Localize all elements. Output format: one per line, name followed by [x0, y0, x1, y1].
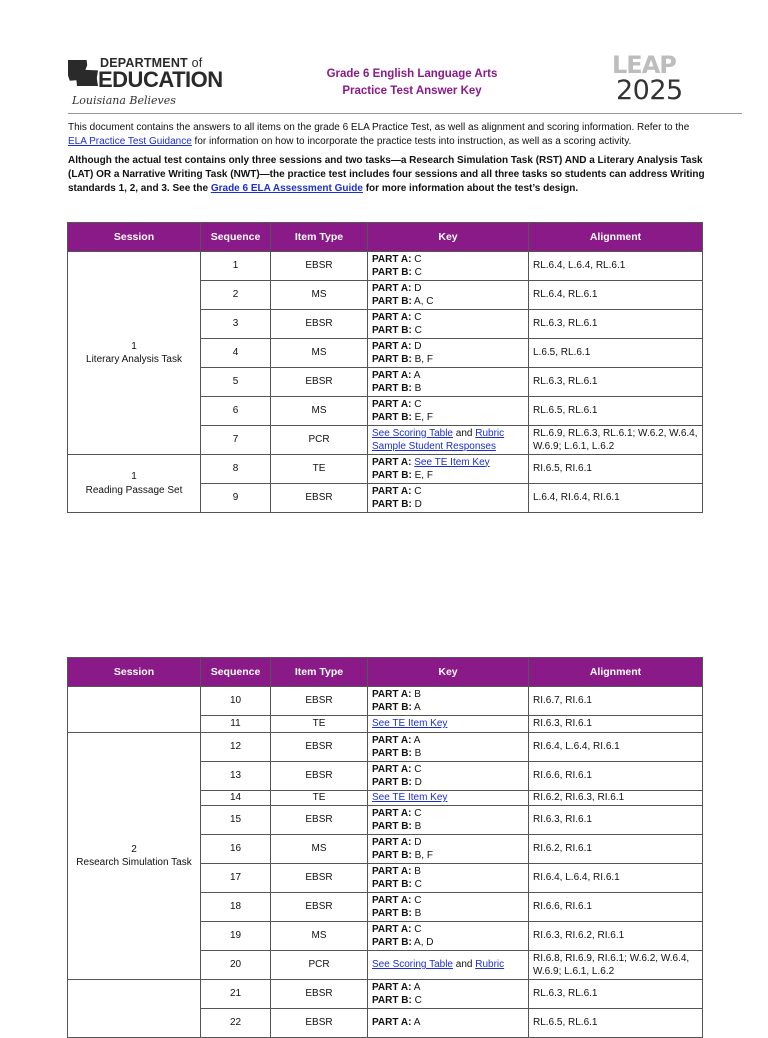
- key-line: [372, 311, 524, 325]
- sequence-cell: 13: [201, 762, 271, 791]
- item-type-cell: MS: [271, 397, 368, 426]
- key-line: See Scoring Table and Rubric: [372, 959, 505, 971]
- alignment-cell: RI.6.6, RI.6.1: [529, 893, 703, 922]
- item-type-cell: MS: [271, 281, 368, 310]
- alignment-cell: RL.6.9, RL.6.3, RL.6.1; W.6.2, W.6.4, W.6.9; L.6.1, L.6.2: [529, 426, 703, 455]
- key-cell: [368, 733, 529, 762]
- key-part-label: PART B:: [372, 325, 412, 336]
- key-part-label: PART B:: [372, 702, 412, 713]
- column-header: Sequence: [201, 223, 271, 252]
- key-cell: [368, 1009, 529, 1038]
- key-line: [372, 456, 524, 470]
- column-header: Item Type: [271, 223, 368, 252]
- alignment-cell: RI.6.2, RI.6.1: [529, 835, 703, 864]
- key-line: [372, 498, 524, 512]
- key-line: [372, 807, 524, 821]
- key-cell: [368, 806, 529, 835]
- alignment-cell: RI.6.5, RI.6.1: [529, 455, 703, 484]
- key-answer: A: [414, 702, 421, 713]
- sequence-cell: 12: [201, 733, 271, 762]
- session-name: Reading Passage Set: [85, 484, 183, 496]
- key-cell: [368, 368, 529, 397]
- key-cell: [368, 922, 529, 951]
- key-answer: B, F: [414, 850, 433, 861]
- alignment-cell: RL.6.3, RL.6.1: [529, 368, 703, 397]
- item-type-cell: EBSR: [271, 368, 368, 397]
- alignment-cell: RL.6.5, RL.6.1: [529, 1009, 703, 1038]
- key-line: [372, 353, 524, 367]
- sequence-cell: 15: [201, 806, 271, 835]
- item-type-cell: MS: [271, 339, 368, 368]
- column-header: Key: [368, 223, 529, 252]
- key-line: [372, 440, 524, 454]
- key-cell: [368, 835, 529, 864]
- key-answer: A: [413, 981, 421, 993]
- key-answer: C: [414, 879, 422, 890]
- item-type-cell: MS: [271, 835, 368, 864]
- key-part-label: PART A:: [372, 923, 412, 935]
- key-part-label: PART B:: [372, 499, 412, 510]
- key-line: [372, 849, 524, 863]
- key-part-label: PART B:: [372, 908, 412, 919]
- louisiana-state-icon: [68, 60, 98, 86]
- key-line: [372, 936, 524, 950]
- leap-logo-top: LEAP: [612, 51, 676, 79]
- alignment-cell: RI.6.2, RI.6.3, RI.6.1: [529, 791, 703, 806]
- key-line: [372, 688, 524, 702]
- logo-tagline: Louisiana Believes: [72, 94, 176, 107]
- header-divider: [68, 113, 742, 114]
- answer-key-table-1: [67, 222, 703, 513]
- table-row: [68, 733, 703, 762]
- key-answer: B: [414, 821, 422, 832]
- sequence-cell: 6: [201, 397, 271, 426]
- key-part-label: PART B:: [372, 777, 412, 788]
- session-number: 1: [131, 340, 137, 352]
- sequence-cell: 3: [201, 310, 271, 339]
- key-line: [372, 820, 524, 834]
- key-line: [372, 469, 524, 483]
- key-answer: D: [414, 282, 422, 294]
- key-line: [372, 776, 524, 790]
- alignment-cell: RI.6.3, RI.6.1: [529, 716, 703, 733]
- key-answer: D: [414, 340, 422, 352]
- key-answer: C: [414, 763, 422, 775]
- key-part-label: PART A:: [372, 485, 412, 497]
- column-header: Session: [68, 658, 201, 687]
- column-header: Session: [68, 223, 201, 252]
- answer-key-table-2: [67, 657, 703, 1038]
- sequence-cell: 10: [201, 687, 271, 716]
- intro-paragraph-1: [68, 121, 708, 150]
- intro-p1-text-b: for information on how to incorporate the practice tests into instruction, as well as a scoring activity.: [191, 136, 632, 148]
- key-part-label: PART B:: [372, 879, 412, 890]
- key-answer: B: [414, 748, 422, 759]
- alignment-cell: RL.6.4, L.6.4, RL.6.1: [529, 252, 703, 281]
- key-part-label: PART B:: [372, 296, 412, 307]
- item-type-cell: EBSR: [271, 806, 368, 835]
- te-item-key-link[interactable]: See TE Item Key: [372, 792, 448, 804]
- table-header-row: [68, 223, 703, 252]
- item-type-cell: EBSR: [271, 893, 368, 922]
- key-answer: D: [414, 499, 422, 510]
- scoring-table-link[interactable]: See Scoring Table: [372, 959, 453, 971]
- key-answer: C: [414, 311, 422, 323]
- sequence-cell: 5: [201, 368, 271, 397]
- leap-2025-logo: [612, 51, 736, 106]
- key-part-label: PART B:: [372, 470, 412, 481]
- item-type-cell: EBSR: [271, 252, 368, 281]
- key-cell: [368, 951, 529, 980]
- key-answer: C: [414, 923, 422, 935]
- key-part-label: PART A:: [372, 981, 412, 993]
- sequence-cell: 8: [201, 455, 271, 484]
- session-name: Research Simulation Task: [76, 857, 192, 868]
- key-answer: B, F: [414, 354, 433, 365]
- page-header: [0, 0, 768, 116]
- key-part-label: PART B:: [372, 267, 412, 278]
- sequence-cell: 21: [201, 980, 271, 1009]
- document-title: [270, 66, 554, 100]
- key-cell: [368, 310, 529, 339]
- key-cell: [368, 426, 529, 455]
- key-answer: A, C: [414, 296, 434, 307]
- item-type-cell: MS: [271, 922, 368, 951]
- te-item-key-link[interactable]: See TE Item Key: [414, 456, 490, 468]
- column-header: Sequence: [201, 658, 271, 687]
- sequence-cell: 4: [201, 339, 271, 368]
- key-answer: C: [414, 485, 422, 497]
- key-answer: B: [414, 688, 421, 700]
- item-type-cell: EBSR: [271, 687, 368, 716]
- sequence-cell: 16: [201, 835, 271, 864]
- session-number: 2: [131, 843, 137, 855]
- key-answer: A: [413, 1017, 421, 1029]
- key-line: [372, 981, 524, 995]
- key-line: [372, 747, 524, 761]
- key-part-label: PART A:: [372, 456, 412, 468]
- title-line-2: Practice Test Answer Key: [342, 85, 482, 97]
- alignment-cell: RI.6.8, RI.6.9, RI.6.1; W.6.2, W.6.4, W.6.9; L.6.1, L.6.2: [529, 951, 703, 980]
- key-line: [372, 382, 524, 396]
- table-row: [68, 455, 703, 484]
- session-cell: [68, 252, 201, 455]
- key-answer: B: [414, 908, 422, 919]
- item-type-cell: PCR: [271, 951, 368, 980]
- leap-logo-bottom: 2025: [616, 75, 683, 106]
- ela-practice-test-guidance-link[interactable]: ELA Practice Test Guidance: [68, 136, 192, 148]
- key-part-label: PART B:: [372, 850, 412, 861]
- key-part-label: PART A:: [372, 836, 412, 848]
- key-line: [372, 266, 524, 280]
- session-cell: [68, 455, 201, 513]
- key-cell: [368, 252, 529, 281]
- sequence-cell: 14: [201, 791, 271, 806]
- column-header: Alignment: [529, 223, 703, 252]
- grade-6-ela-assessment-guide-link[interactable]: Grade 6 ELA Assessment Guide: [210, 183, 363, 195]
- key-line: [372, 894, 524, 908]
- key-line: [372, 1016, 524, 1030]
- item-type-cell: PCR: [271, 426, 368, 455]
- key-part-label: PART B:: [372, 937, 412, 948]
- te-item-key-link[interactable]: See TE Item Key: [372, 718, 448, 730]
- key-part-label: PART A:: [372, 369, 412, 381]
- key-answer: A: [413, 369, 421, 381]
- key-line: [372, 763, 524, 777]
- alignment-cell: RI.6.3, RI.6.1: [529, 806, 703, 835]
- table-row: [68, 980, 703, 1009]
- title-line-1: Grade 6 English Language Arts: [326, 68, 498, 80]
- key-part-label: PART A:: [372, 340, 412, 352]
- key-part-label: PART A:: [372, 894, 412, 906]
- key-answer: E, F: [414, 470, 433, 481]
- sequence-cell: 18: [201, 893, 271, 922]
- item-type-cell: EBSR: [271, 980, 368, 1009]
- key-answer: B: [414, 865, 421, 877]
- logo-of-text: of: [191, 56, 203, 70]
- rubric-link[interactable]: Rubric: [475, 427, 505, 439]
- key-line: [372, 411, 524, 425]
- session-name: Literary Analysis Task: [86, 354, 182, 365]
- key-part-label: PART B:: [372, 995, 412, 1006]
- alignment-cell: RI.6.7, RI.6.1: [529, 687, 703, 716]
- intro-paragraph-2: [68, 154, 708, 197]
- key-cell: [368, 339, 529, 368]
- key-answer: C: [414, 325, 422, 336]
- key-part-label: PART A:: [372, 688, 412, 700]
- key-part-label: PART B:: [372, 383, 412, 394]
- alignment-cell: RI.6.6, RI.6.1: [529, 762, 703, 791]
- key-line: See Scoring Table and Rubric: [372, 427, 505, 439]
- key-part-label: PART A:: [372, 282, 412, 294]
- key-part-label: PART A:: [372, 807, 412, 819]
- key-part-label: PART A:: [372, 253, 412, 265]
- key-cell: [368, 980, 529, 1009]
- key-line: [372, 878, 524, 892]
- key-answer: A: [413, 734, 421, 746]
- intro-p2-text-b: for more information about the test’s design.: [362, 183, 579, 195]
- table-row: [68, 252, 703, 281]
- session-number: 1: [131, 471, 137, 482]
- alignment-cell: RL.6.5, RL.6.1: [529, 397, 703, 426]
- item-type-cell: EBSR: [271, 310, 368, 339]
- alignment-cell: RL.6.3, RL.6.1: [529, 980, 703, 1009]
- key-answer: C: [414, 267, 422, 278]
- item-type-cell: TE: [271, 791, 368, 806]
- session-cell: [68, 687, 201, 733]
- logo-dept-text: DEPARTMENT: [100, 56, 188, 70]
- sequence-cell: 1: [201, 252, 271, 281]
- key-line: [372, 253, 524, 267]
- key-part-label: PART A:: [372, 734, 412, 746]
- key-cell: [368, 397, 529, 426]
- key-line: [372, 324, 524, 338]
- key-answer: D: [414, 777, 422, 788]
- alignment-cell: RL.6.4, RL.6.1: [529, 281, 703, 310]
- key-cell: [368, 687, 529, 716]
- key-part-label: PART A:: [372, 311, 412, 323]
- sample-student-responses-link[interactable]: Sample Student Responses: [372, 441, 496, 452]
- key-line: [372, 340, 524, 354]
- item-type-cell: EBSR: [271, 1009, 368, 1038]
- key-part-label: PART A:: [372, 763, 412, 775]
- sequence-cell: 22: [201, 1009, 271, 1038]
- scoring-table-link[interactable]: See Scoring Table: [372, 427, 453, 439]
- key-cell: [368, 762, 529, 791]
- sequence-cell: 11: [201, 716, 271, 733]
- key-line: [372, 923, 524, 937]
- key-line: [372, 734, 524, 748]
- key-line: [372, 295, 524, 309]
- item-type-cell: TE: [271, 716, 368, 733]
- key-part-label: PART A:: [372, 865, 412, 877]
- key-answer: A, D: [414, 937, 434, 948]
- table-header-row: [68, 658, 703, 687]
- key-answer: C: [414, 995, 422, 1006]
- key-line: [372, 701, 524, 715]
- item-type-cell: EBSR: [271, 733, 368, 762]
- item-type-cell: TE: [271, 455, 368, 484]
- sequence-cell: 7: [201, 426, 271, 455]
- alignment-cell: RI.6.4, L.6.4, RI.6.1: [529, 733, 703, 762]
- alignment-cell: RI.6.3, RI.6.2, RI.6.1: [529, 922, 703, 951]
- key-line: [372, 282, 524, 296]
- key-answer: D: [414, 836, 422, 848]
- key-cell: [368, 791, 529, 806]
- sequence-cell: 19: [201, 922, 271, 951]
- key-line: [372, 994, 524, 1008]
- alignment-cell: RI.6.4, L.6.4, RI.6.1: [529, 864, 703, 893]
- sequence-cell: 20: [201, 951, 271, 980]
- key-part-label: PART B:: [372, 748, 412, 759]
- logo-education-text: EDUCATION: [98, 67, 223, 92]
- department-of-education-logo: [68, 56, 223, 108]
- session-cell: [68, 733, 201, 980]
- key-line: [372, 485, 524, 499]
- key-line: [372, 398, 524, 412]
- key-part-label: PART A:: [372, 1017, 412, 1029]
- session-cell: [68, 980, 201, 1038]
- intro-p1-text-a: This document contains the answers to all items on the grade 6 ELA Practice Test, as well as alignment and scoring information. Refer to the: [68, 122, 690, 133]
- sequence-cell: 9: [201, 484, 271, 513]
- key-part-label: PART B:: [372, 412, 412, 423]
- table-row: [68, 687, 703, 716]
- key-part-label: PART B:: [372, 354, 412, 365]
- key-answer: C: [414, 253, 422, 265]
- key-answer: C: [414, 894, 422, 906]
- sequence-cell: 17: [201, 864, 271, 893]
- key-cell: [368, 455, 529, 484]
- key-line: [372, 369, 524, 383]
- key-line: [372, 836, 524, 850]
- key-cell: [368, 893, 529, 922]
- key-answer: B: [414, 383, 422, 394]
- key-cell: [368, 484, 529, 513]
- key-part-label: PART B:: [372, 821, 412, 832]
- rubric-link[interactable]: Rubric: [475, 959, 505, 971]
- alignment-cell: L.6.4, RI.6.4, RI.6.1: [529, 484, 703, 513]
- intro-text: [68, 121, 708, 196]
- column-header: Key: [368, 658, 529, 687]
- key-cell: [368, 716, 529, 733]
- key-line: [372, 865, 524, 879]
- key-answer: C: [414, 807, 422, 819]
- item-type-cell: EBSR: [271, 484, 368, 513]
- intro-p2-text-a: Although the actual test contains only three sessions and two tasks—a Research Simulation Task (RST) AND a Literary Analysis Task (LAT) OR a Narrative Writing Task (NWT)—the practice test includes four sessions and all three tasks so students can address Writing standards 1, 2, and 3. See the: [68, 154, 705, 195]
- alignment-cell: L.6.5, RL.6.1: [529, 339, 703, 368]
- key-cell: [368, 281, 529, 310]
- sequence-cell: 2: [201, 281, 271, 310]
- key-line: [372, 907, 524, 921]
- key-answer: C: [414, 398, 422, 410]
- item-type-cell: EBSR: [271, 864, 368, 893]
- column-header: Alignment: [529, 658, 703, 687]
- alignment-cell: RL.6.3, RL.6.1: [529, 310, 703, 339]
- key-part-label: PART A:: [372, 398, 412, 410]
- key-answer: E, F: [414, 412, 433, 423]
- key-cell: [368, 864, 529, 893]
- column-header: Item Type: [271, 658, 368, 687]
- item-type-cell: EBSR: [271, 762, 368, 791]
